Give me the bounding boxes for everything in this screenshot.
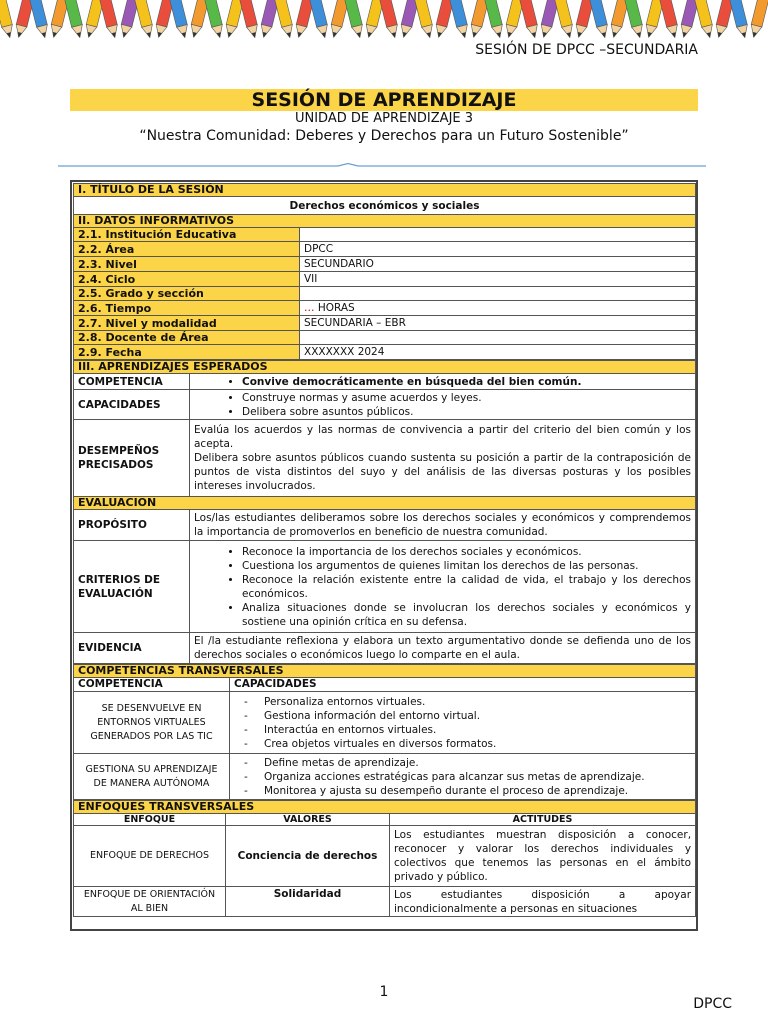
pencil-border-decoration xyxy=(0,0,768,42)
competencia-label: COMPETENCIA xyxy=(74,374,190,390)
desempenos-label xyxy=(74,420,190,497)
page-title: SESIÓN DE APRENDIZAJE xyxy=(70,89,698,111)
datos-value xyxy=(300,331,696,345)
datos-value: SECUNDARIO xyxy=(300,257,696,272)
desempenos-label-line: DESEMPEÑOS xyxy=(78,445,160,457)
criterio-item: • Reconoce la importancia de los derechos sociales y económicos. xyxy=(242,545,691,559)
datos-value xyxy=(300,287,696,301)
transversal-competencia: GESTIONA SU APRENDIZAJE DE MANERA AUTÓNOMA xyxy=(74,754,230,800)
enfoques-table xyxy=(73,800,696,917)
page-number: 1 xyxy=(379,984,389,1000)
transversal-capacidad-item: - Personaliza entornos virtuales. xyxy=(264,695,691,709)
datos-value: SECUNDARIA – EBR xyxy=(300,316,696,331)
datos-label: 2.4. Ciclo xyxy=(74,272,300,287)
col-valores-header: VALORES xyxy=(226,814,390,826)
datos-label: 2.2. Área xyxy=(74,242,300,257)
transversal-competencia: SE DESENVUELVE EN ENTORNOS VIRTUALES GENERADOS POR LAS TIC xyxy=(74,692,230,754)
competencia-text: • Convive democráticamente en búsqueda del bien común. xyxy=(242,375,691,389)
transversal-capacidad-item: - Organiza acciones estratégicas para alcanzar sus metas de aprendizaje. xyxy=(264,770,691,784)
transversal-capacidades xyxy=(230,692,696,754)
enfoque-valor: Conciencia de derechos xyxy=(226,826,390,887)
section-enfoques-heading: ENFOQUES TRANSVERSALES xyxy=(74,801,696,814)
section-evaluacion-heading: EVALUACION xyxy=(74,497,696,510)
capacidad-item: • Delibera sobre asuntos públicos. xyxy=(242,405,691,419)
proposito-label: PROPÓSITO xyxy=(74,510,190,541)
unit-label: UNIDAD DE APRENDIZAJE 3 xyxy=(294,111,474,126)
transversal-capacidad-item: - Interactúa en entornos virtuales. xyxy=(264,723,691,737)
desempeno-text: Evalúa los acuerdos y las normas de convivencia a partir del criterio del bien común y los acepta. xyxy=(194,424,691,450)
criterio-item: • Reconoce la relación existente entre la calidad de vida, el trabajo y los derechos económicos. xyxy=(242,573,691,601)
capacidades-cell xyxy=(190,390,696,420)
session-table xyxy=(73,183,696,360)
col-capacidades-header: CAPACIDADES xyxy=(230,678,696,692)
desempenos-label-line: PRECISADOS xyxy=(78,459,154,471)
datos-label: 2.3. Nivel xyxy=(74,257,300,272)
datos-label: 2.6. Tiempo xyxy=(74,301,300,316)
enfoque-name: ENFOQUE DE ORIENTACIÓN AL BIEN xyxy=(74,887,226,917)
enfoque-actitud: Los estudiantes disposición a apoyar incondicionalmente a personas en situaciones xyxy=(390,887,696,917)
transversal-capacidades xyxy=(230,754,696,800)
enfoque-actitud: Los estudiantes muestran disposición a conocer, reconocer y valorar los derechos individuales y colectivos que tenemos las personas en el ámbito privado y público. xyxy=(390,826,696,887)
col-enfoque-header: ENFOQUE xyxy=(74,814,226,826)
col-competencia-header: COMPETENCIA xyxy=(74,678,230,692)
evidencia-text: El /la estudiante reflexiona y elabora un texto argumentativo donde se defienda uno de los derechos sociales o económicos luego lo comparte en el aula. xyxy=(190,633,696,664)
footer-label: DPCC xyxy=(693,996,732,1012)
enfoque-name: ENFOQUE DE DERECHOS xyxy=(74,826,226,887)
col-actitudes-header: ACTITUDES xyxy=(390,814,696,826)
title-divider xyxy=(58,163,706,169)
evidencia-label: EVIDENCIA xyxy=(74,633,190,664)
capacidad-item: • Construye normas y asume acuerdos y leyes. xyxy=(242,391,691,405)
transversal-capacidad-item: - Define metas de aprendizaje. xyxy=(264,756,691,770)
competencia-cell xyxy=(190,374,696,390)
session-title: Derechos económicos y sociales xyxy=(74,197,696,215)
transversal-capacidad-item: - Crea objetos virtuales en diversos formatos. xyxy=(264,737,691,751)
unit-title: “Nuestra Comunidad: Deberes y Derechos para un Futuro Sostenible” xyxy=(139,128,629,144)
datos-value: DPCC xyxy=(300,242,696,257)
section-datos-heading: II. DATOS INFORMATIVOS xyxy=(74,215,696,228)
document-header-label: SESIÓN DE DPCC –SECUNDARIA xyxy=(475,42,698,58)
transversal-capacidad-item: - Monitorea y ajusta su desempeño durante el proceso de aprendizaje. xyxy=(264,784,691,798)
datos-value: XXXXXXX 2024 xyxy=(300,345,696,360)
aprendizajes-table xyxy=(73,360,696,664)
desempeno-text: Delibera sobre asuntos públicos cuando sustenta su posición a partir de la contraposición de puntos de vista distintos del suyo y del análisis de las diversas posturas y los posibles intereses involucrados. xyxy=(194,452,691,492)
proposito-text: Los/las estudiantes deliberamos sobre los derechos sociales y económicos y comprendemos la importancia de promoverlos en beneficio de nuestra comunidad. xyxy=(190,510,696,541)
section-title-heading: I. TÍTULO DE LA SESIÓN xyxy=(74,184,696,197)
datos-label: 2.5. Grado y sección xyxy=(74,287,300,301)
datos-label: 2.1. Institución Educativa xyxy=(74,228,300,242)
section-aprendizajes-heading: III. APRENDIZAJES ESPERADOS xyxy=(74,361,696,374)
session-table-frame xyxy=(70,180,698,931)
criterios-label xyxy=(74,541,190,633)
datos-value xyxy=(300,228,696,242)
criterios-label-line: EVALUACIÓN xyxy=(78,587,153,600)
desempenos-cell xyxy=(190,420,696,497)
datos-value xyxy=(300,301,696,316)
criterio-item: • Analiza situaciones donde se involucran los derechos sociales y económicos y sostiene una opinión crítica en su defensa. xyxy=(242,601,691,629)
tiempo-unit: HORAS xyxy=(314,302,355,314)
criterios-label-line: CRITERIOS DE xyxy=(78,573,161,586)
criterios-cell xyxy=(190,541,696,633)
capacidades-label: CAPACIDADES xyxy=(74,390,190,420)
enfoque-valor: Solidaridad xyxy=(226,887,390,917)
transversal-capacidad-item: - Gestiona información del entorno virtual. xyxy=(264,709,691,723)
section-transversales-heading: COMPETENCIAS TRANSVERSALES xyxy=(74,665,696,678)
datos-label: 2.7. Nivel y modalidad xyxy=(74,316,300,331)
transversales-table xyxy=(73,664,696,800)
criterio-item: • Cuestiona los argumentos de quienes limitan los derechos de las personas. xyxy=(242,559,691,573)
tiempo-placeholder: … xyxy=(304,302,315,314)
datos-value: VII xyxy=(300,272,696,287)
datos-label: 2.8. Docente de Área xyxy=(74,331,300,345)
datos-label: 2.9. Fecha xyxy=(74,345,300,360)
